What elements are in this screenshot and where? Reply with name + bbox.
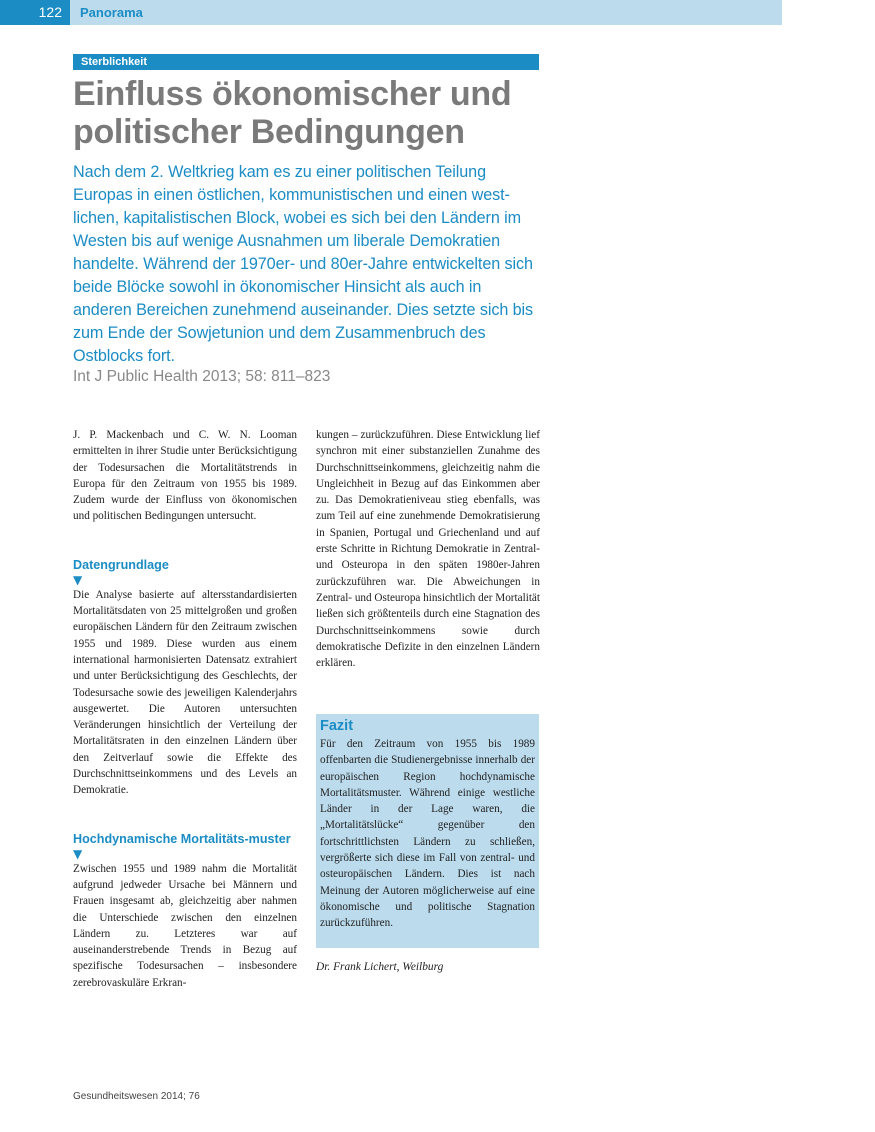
fazit-box bbox=[316, 714, 539, 948]
section-heading-mortalitaetsmuster: Hochdynamische Mortalitäts-muster bbox=[73, 831, 291, 846]
fazit-paragraph: Für den Zeitraum von 1955 bis 1989 offenbarten die Studienergebnisse innerhalb der europäischen Region hochdynamische Mortalitätsmuster. Während einige westliche Länder in der Lage waren, die „Mortalitätslücke“ gegenüber den fortschrittlichsten Ländern zu schließen, vergrößerte sich diese im Fall von zentral- und osteuropäischen Ländern. Dies ist nach Meinung der Autoren möglicherweise auf eine ökonomische und politische Stagnation zurückzuführen. bbox=[320, 738, 535, 930]
continued-paragraph: kungen – zurückzuführen. Diese Entwicklung lief synchron mit einer substanziellen Zunahme des Durchschnittseinkommens, gleichzeitig nahm die Ungleichheit in Bezug auf das Einkommen aber zu. Das Demokratieniveau stieg ebenfalls, was zum Teil auf eine zunehmende Demokratisierung in Spanien, Portugal und Griechenland und auf erste Schritte in Richtung Demokratie in Zentral- und Osteuropa in den späten 1980er-Jahren zurückzuführen war. Die Abweichungen in Zentral- und Osteuropa hinsichtlich der Mortalität ließen sich größtenteils durch eine Stagnation des Durchschnittseinkommens sowie durch demokratische Defizite in den einzelnen Ländern erklären. bbox=[316, 429, 540, 670]
mortalitaetsmuster-paragraph: Zwischen 1955 und 1989 nahm die Mortalität aufgrund jedweder Ursache bei Männern und Frauen insgesamt ab, gleichzeitig aber nahmen die Unterschiede zwischen den einzelnen Ländern zu. Letzteres war auf auseinanderstrebende Trends in Bezug auf spezifische Todesursachen – insbesondere zerebrovaskuläre Erkran- bbox=[73, 862, 297, 989]
triangle-marker-icon: ▼ bbox=[73, 572, 83, 587]
datengrundlage-paragraph: Die Analyse basierte auf altersstandardisierten Mortalitätsdaten von 25 mittelgroßen und großen europäischen Ländern für den Zeitraum zwischen 1955 und 1989. Diese wurden aus einem international harmonisierten Datensatz extrahiert und unter Berücksichtigung des Geschlechts, der Todesursache sowie des jeweiligen Kalenderjahrs ausgewertet. Die Autoren untersuchten Veränderungen hinsichtlich der Verteilung der Mortalitätsraten in den einzelnen Ländern über den Zeitverlauf sowie die Effekte des Durchschnittseinkommens und des Levels an Demokratie. bbox=[73, 588, 297, 797]
header-bar bbox=[0, 0, 782, 25]
article-lead: Nach dem 2. Weltkrieg kam es zu einer politischen Teilung Europas in einen östlichen, kommunistischen und einen west-lichen, kapitalistischen Block, wobei es sich bei den Ländern im Westen bis auf wenige Ausnahmen um liberale Demokratien handelte. Während der 1970er- und 80er-Jahre entwickelten sich beide Blöcke sowohl in ökonomischer Hinsicht als auch in anderen Bereichen zunehmend auseinander. Dies setzte sich bis zum Ende der Sowjetunion und dem Zusammenbruch des Ostblocks fort. bbox=[73, 163, 534, 365]
column-left bbox=[73, 427, 297, 991]
title-line-2: politischer Bedingungen bbox=[73, 113, 465, 151]
fazit-heading: Fazit bbox=[320, 718, 354, 734]
article-title bbox=[73, 75, 573, 151]
column-right bbox=[316, 427, 540, 671]
triangle-marker-icon: ▼ bbox=[73, 846, 83, 861]
article-kicker: Sterblichkeit bbox=[73, 54, 539, 70]
page-number: 122 bbox=[0, 0, 70, 25]
author-signature: Dr. Frank Lichert, Weilburg bbox=[316, 961, 444, 973]
section-heading-datengrundlage: Datengrundlage bbox=[73, 557, 169, 572]
article-source: Int J Public Health 2013; 58: 811–823 bbox=[73, 368, 331, 385]
section-label: Panorama bbox=[80, 5, 143, 20]
title-line-1: Einfluss ökonomischer und bbox=[73, 75, 512, 113]
intro-paragraph: J. P. Mackenbach und C. W. N. Looman ermittelten in ihrer Studie unter Berücksichtigung der Todesursachen die Mortalitätstrends in Europa für den Zeitraum von 1955 bis 1989. Zudem wurde der Einfluss von ökonomischen und politischen Bedingungen untersucht. bbox=[73, 429, 297, 523]
footer-citation: Gesundheitswesen 2014; 76 bbox=[73, 1091, 200, 1102]
